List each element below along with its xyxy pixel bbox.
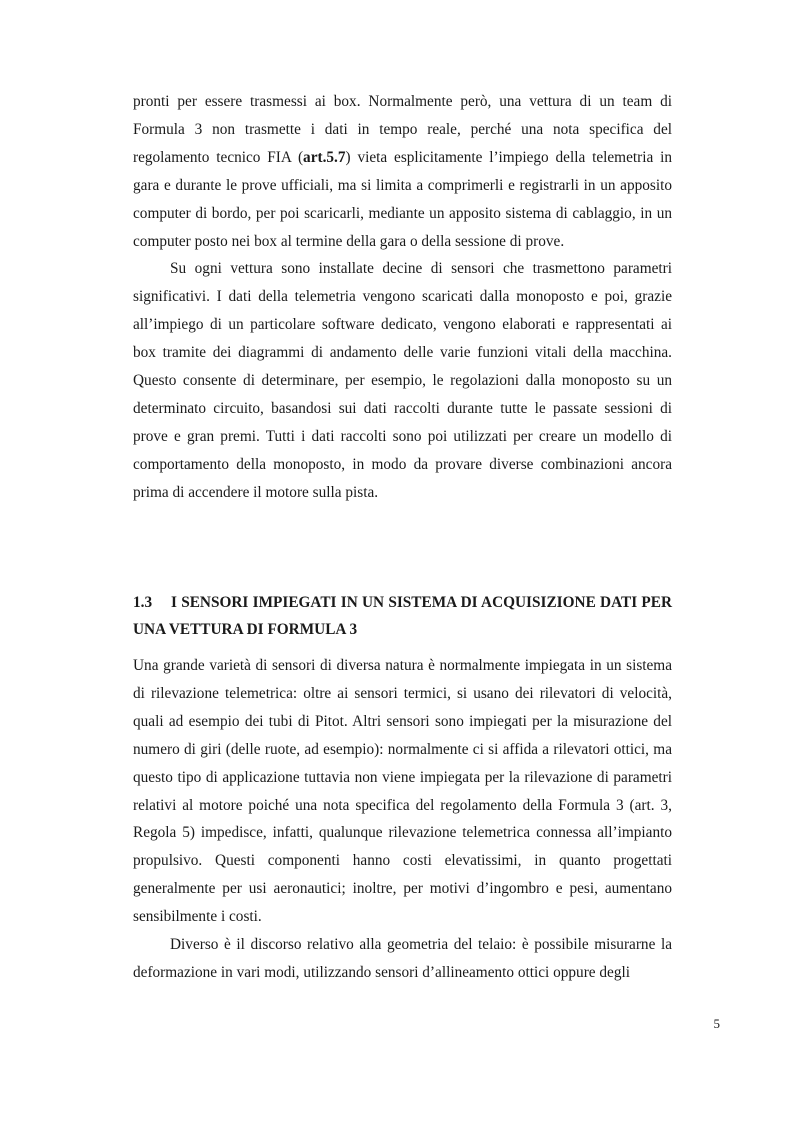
section-title: I SENSORI IMPIEGATI IN UN SISTEMA DI ACQUISIZIONE DATI PER UNA VETTURA DI FORMULA 3 — [133, 594, 672, 638]
paragraph-chassis-geometry: Diverso è il discorso relativo alla geometria del telaio: è possibile misurarne la deformazione in vari modi, utilizzando sensori d’allineamento ottici oppure degli — [133, 936, 672, 981]
paragraph-text: ) vieta esplicitamente l’impiego della telemetria in gara e durante le prove ufficiali, ma si limita a comprimerli e registrarli in un apposito computer di bordo, per poi scaricarli, mediante un apposito sistema di cablaggio, in un computer posto nei box al termine della gara o della sessione di prove. — [133, 148, 672, 250]
paragraph-sensors-overview: Su ogni vettura sono installate decine di sensori che trasmettono parametri significativi. I dati della telemetria vengono scaricati dalla monoposto e poi, grazie all’impiego di un particolare software dedicato, vengono elaborati e rappresentati ai box tramite dei diagrammi di andamento delle varie funzioni vitali della macchina. Questo consente di determinare, per esempio, le regolazioni dalla monoposto su un determinato circuito, basandosi sui dati raccolti durante tutte le passate sessioni di prove e gran premi. Tutti i dati raccolti sono poi utilizzati per creare un modello di comportamento della monoposto, in modo da provare diverse combinazioni ancora prima di accendere il motore sulla pista. — [133, 260, 672, 501]
paragraph-telemetry-rules — [133, 88, 672, 255]
section-heading — [133, 589, 672, 643]
article-reference: art.5.7 — [303, 148, 346, 166]
paragraph-sensor-variety: Una grande varietà di sensori di diversa natura è normalmente impiegata in un sistema di rilevazione telemetrica: oltre ai sensori termici, si usano dei rilevatori di velocità, quali ad esempio dei tubi di Pitot. Altri sensori sono impiegati per la misurazione del numero di giri (delle ruote, ad esempio): normalmente ci si affida a rilevatori ottici, ma questo tipo di applicazione tuttavia non viene impiegata per la rilevazione di parametri relativi al motore poiché una nota specifica del regolamento della Formula 3 (art. 3, Regola 5) impedisce, infatti, qualunque rilevazione telemetrica connessa all’impianto propulsivo. Questi componenti hanno costi elevatissimi, in quanto progettati generalmente per usi aeronautici; inoltre, per motivi d’ingombro e pesi, aumentano sensibilmente i costi. — [133, 657, 672, 926]
page-number: 5 — [713, 1016, 720, 1031]
paragraph-text: pronti per essere trasmessi ai box. Normalmente però, una vettura di un team di Formula 3 non trasmette i dati in tempo reale, perché una nota specifica del regolamento tecnico FIA ( — [133, 93, 672, 166]
body-text-bottom — [133, 652, 672, 987]
section-number: 1.3 — [133, 594, 153, 611]
body-text-top — [133, 88, 672, 507]
